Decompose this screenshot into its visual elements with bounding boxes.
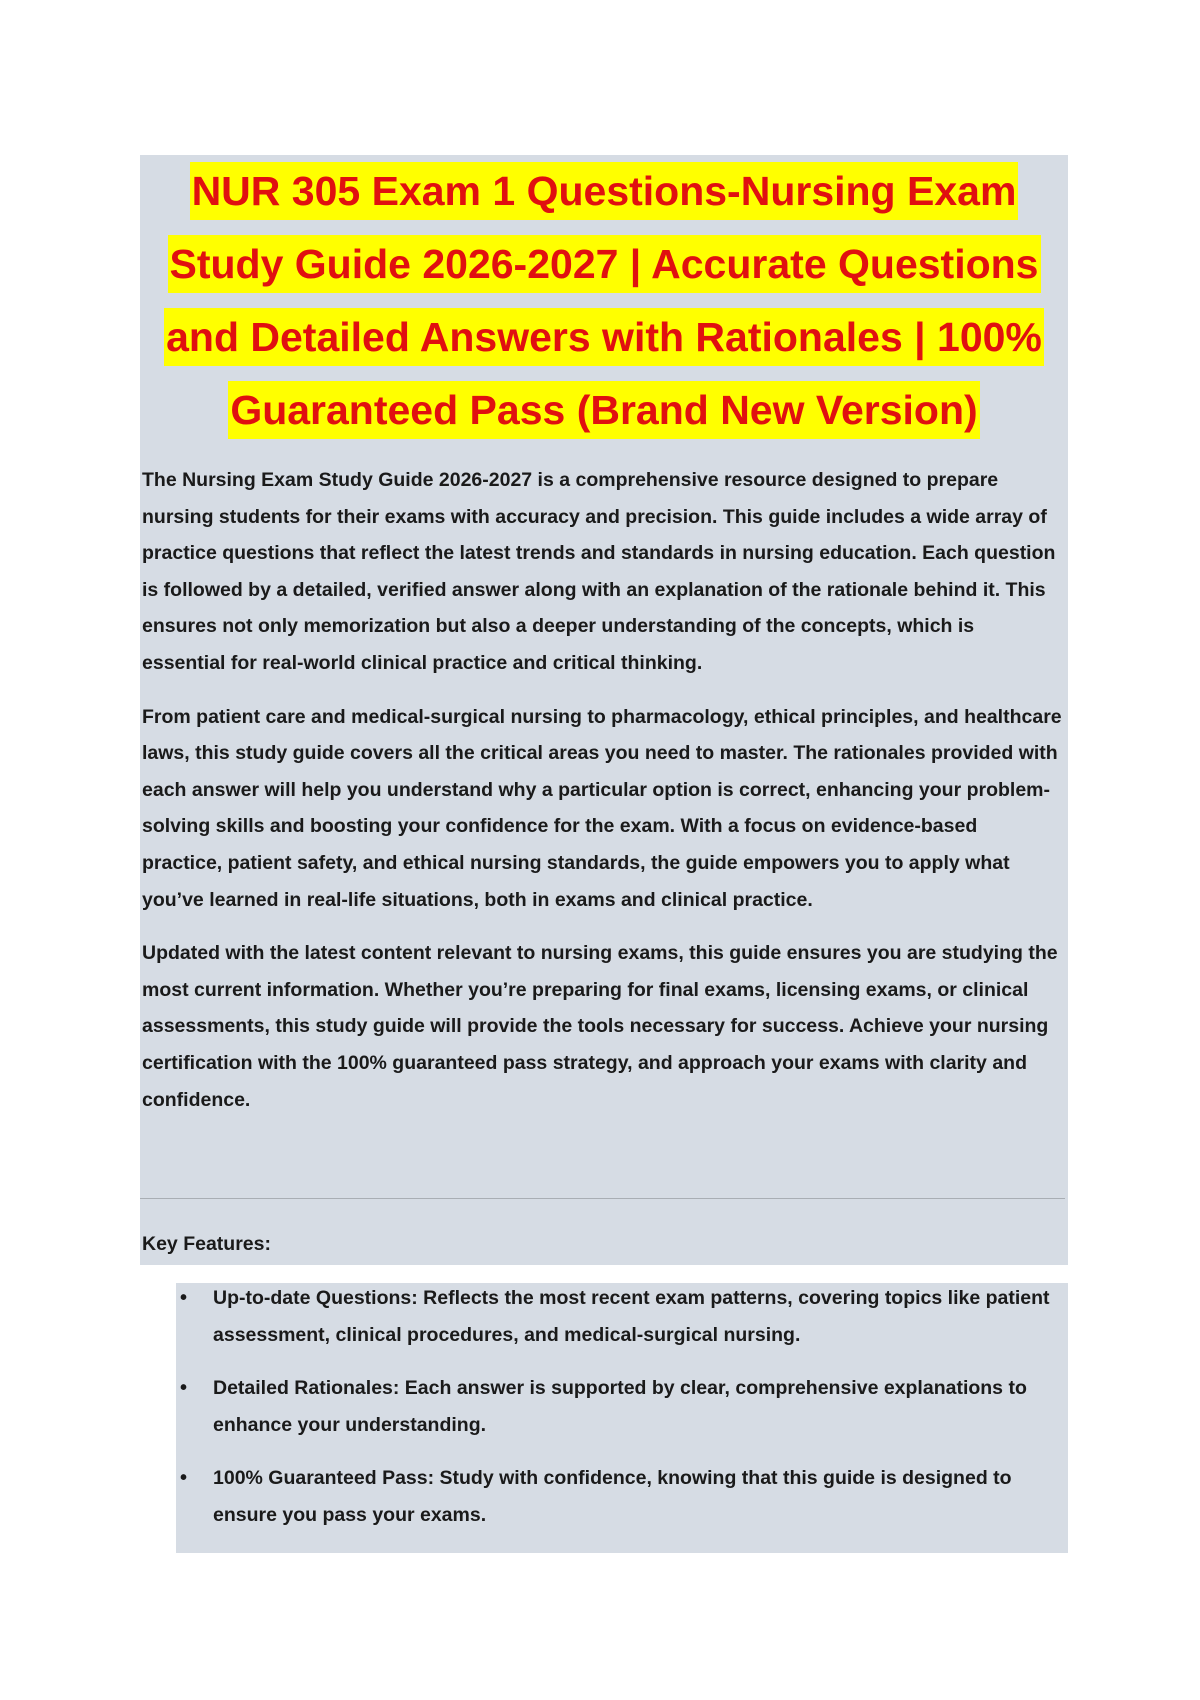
document-title bbox=[140, 155, 1068, 447]
list-item bbox=[176, 1370, 1066, 1443]
key-features-list bbox=[176, 1280, 1066, 1551]
bullet-icon: • bbox=[180, 1467, 188, 1490]
list-item bbox=[176, 1460, 1066, 1533]
description-paragraph-2: From patient care and medical-surgical nursing to pharmacology, ethical principles, and healthcare laws, this study guide covers all the critical areas you need to master. The rationales provided with each answer will help you understand why a particular option is correct, enhancing your problem-solving skills and boosting your confidence for the exam. With a focus on evidence-based practice, patient safety, and ethical nursing standards, the guide empowers you to apply what you’ve learned in real-life situations, both in exams and clinical practice. bbox=[142, 705, 1062, 911]
bullet-icon: • bbox=[180, 1287, 188, 1309]
key-features-heading: Key Features: bbox=[142, 1233, 271, 1255]
description-paragraph-1: The Nursing Exam Study Guide 2026-2027 is a comprehensive resource designed to prepare nursing students for their exams with accuracy and precision. This guide includes a wide array of practice questions that reflect the latest trends and standards in nursing education. Each question is followed by a detailed, verified answer along with an explanation of the rationale behind it. This ensures not only memorization but also a deeper understanding of the concepts, which is essential for real-world clinical practice and critical thinking. bbox=[142, 469, 1056, 674]
feature-text-detailed-rationales: Detailed Rationales: Each answer is supported by clear, comprehensive explanations to enhance your understanding. bbox=[213, 1377, 1027, 1436]
title-line-4: Guaranteed Pass (Brand New Version) bbox=[228, 381, 979, 439]
feature-text-up-to-date-questions: Up-to-date Questions: Reflects the most recent exam patterns, covering topics like patient assessment, clinical procedures, and medical-surgical nursing. bbox=[213, 1287, 1050, 1346]
description-body bbox=[142, 462, 1062, 1135]
description-paragraph-3: Updated with the latest content relevant to nursing exams, this guide ensures you are studying the most current information. Whether you’re preparing for final exams, licensing exams, or clinical assessments, this study guide will provide the tools necessary for success. Achieve your nursing certification with the 100% guaranteed pass strategy, and approach your exams with clarity and confidence. bbox=[142, 942, 1058, 1111]
feature-text-guaranteed-pass: 100% Guaranteed Pass: Study with confidence, knowing that this guide is designed to ensure you pass your exams. bbox=[213, 1467, 1012, 1526]
list-item bbox=[176, 1280, 1066, 1353]
bullet-icon: • bbox=[180, 1377, 188, 1400]
title-line-1: NUR 305 Exam 1 Questions-Nursing Exam bbox=[190, 162, 1019, 220]
horizontal-divider bbox=[140, 1198, 1065, 1199]
title-line-3: and Detailed Answers with Rationales | 100% bbox=[164, 308, 1044, 366]
title-line-2: Study Guide 2026-2027 | Accurate Questions bbox=[168, 235, 1041, 293]
